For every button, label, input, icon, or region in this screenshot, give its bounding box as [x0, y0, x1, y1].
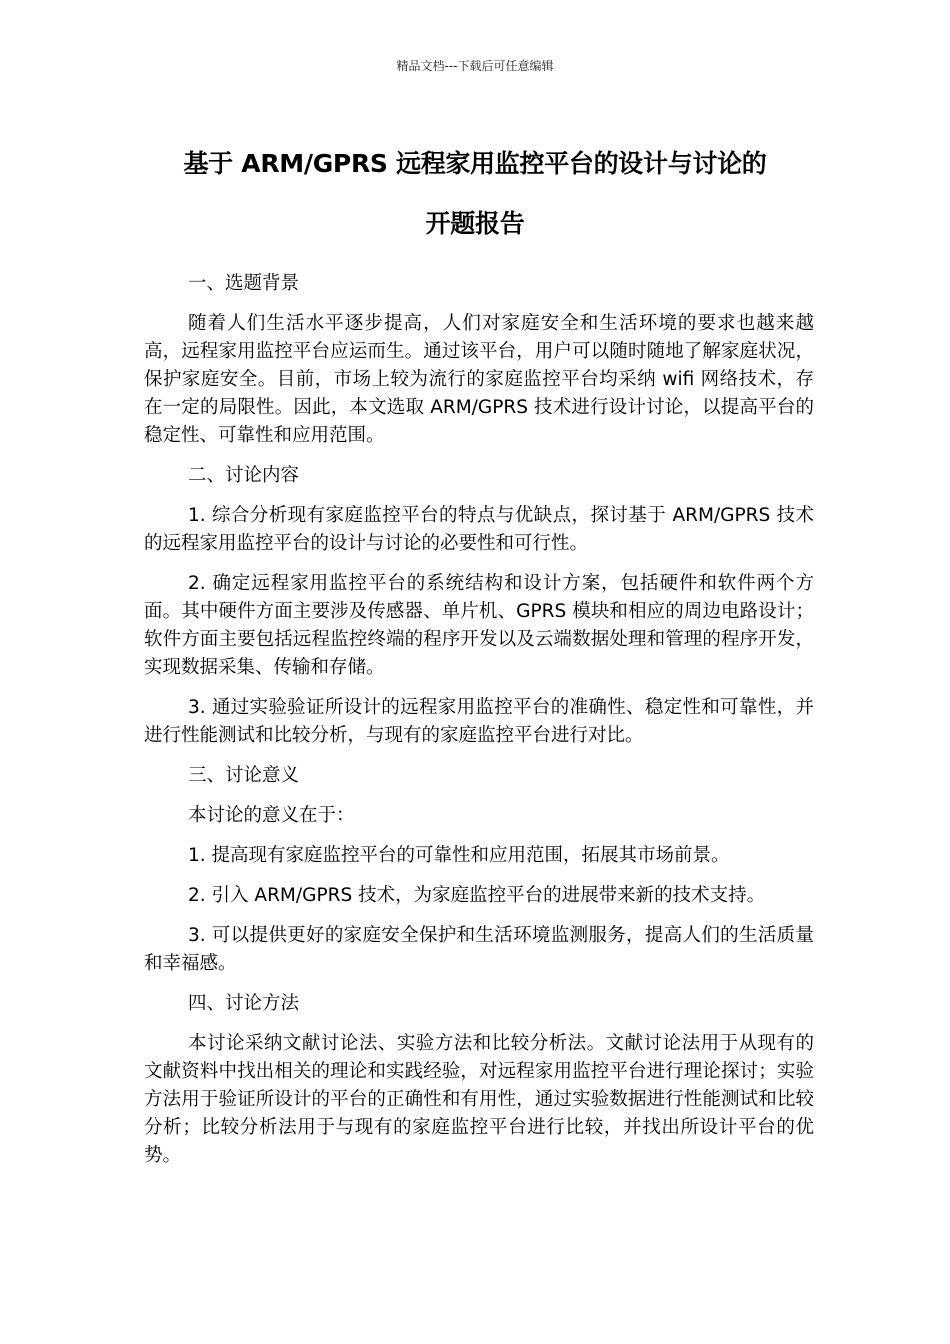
header-note: 精品文档---下载后可任意编辑 — [396, 59, 554, 73]
paragraph-content-2: 2. 确定远程家用监控平台的系统结构和设计方案，包括硬件和软件两个方面。其中硬件方面主要涉及传感器、单片机、GPRS 模块和相应的周边电路设计；软件方面主要包括远程监控终端的程序开发以及云端数据处理和管理的程序开发，实现数据采集、传输和存储。 — [144, 573, 814, 678]
paragraph-content-3: 3. 通过实验验证所设计的远程家用监控平台的准确性、稳定性和可靠性，并进行性能测试和比较分析，与现有的家庭监控平台进行对比。 — [144, 697, 814, 746]
title-line-1: 基于 ARM/GPRS 远程家用监控平台的设计与讨论的 — [183, 149, 767, 178]
paragraph-method: 本讨论采纳文献讨论法、实验方法和比较分析法。文献讨论法用于从现有的文献资料中找出相关的理论和实践经验，对远程家用监控平台进行理论探讨；实验方法用于验证所设计的平台的正确性和有用性，通过实验数据进行性能测试和比较分析；比较分析法用于与现有的家庭监控平台进行比较，并找出所设计平台的优势。 — [144, 1033, 814, 1166]
section-heading-background: 一、选题背景 — [188, 273, 300, 294]
section-heading-method: 四、讨论方法 — [188, 993, 300, 1014]
paragraph-significance-1: 1. 提高现有家庭监控平台的可靠性和应用范围，拓展其市场前景。 — [188, 845, 730, 866]
paragraph-background: 随着人们生活水平逐步提高，人们对家庭安全和生活环境的要求也越来越高，远程家用监控平台应运而生。通过该平台，用户可以随时随地了解家庭状况，保护家庭安全。目前，市场上较为流行的家庭监控平台均采纳 wifi 网络技术，存在一定的局限性。因此，本文选取 ARM/GPRS 技术进行设计讨论，以提高平台的稳定性、可靠性和应用范围。 — [144, 313, 814, 446]
document-title — [120, 134, 830, 254]
section-heading-significance: 三、讨论意义 — [188, 765, 300, 786]
paragraph-significance-3: 3. 可以提供更好的家庭安全保护和生活环境监测服务，提高人们的生活质量和幸福感。 — [144, 925, 814, 974]
document-body — [144, 270, 814, 1182]
paragraph-significance-2: 2. 引入 ARM/GPRS 技术，为家庭监控平台的进展带来新的技术支持。 — [188, 885, 766, 906]
paragraph-content-1: 1. 综合分析现有家庭监控平台的特点与优缺点，探讨基于 ARM/GPRS 技术的远程家用监控平台的设计与讨论的必要性和可行性。 — [144, 505, 814, 554]
paragraph-significance-intro: 本讨论的意义在于： — [188, 805, 355, 826]
section-heading-content: 二、讨论内容 — [188, 465, 300, 486]
title-line-2: 开题报告 — [425, 209, 525, 238]
